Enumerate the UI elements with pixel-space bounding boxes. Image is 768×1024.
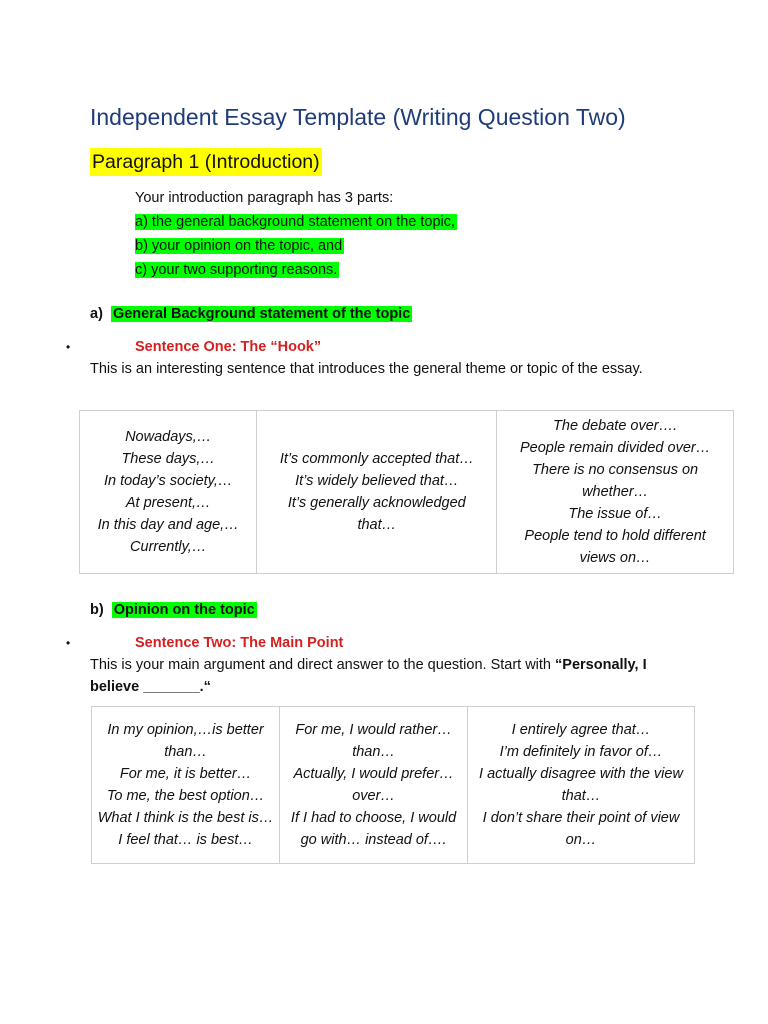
hook-column-3 [497, 411, 734, 574]
section-b-label: Opinion on the topic [113, 602, 255, 618]
opinion-phrase: Actually, I would prefer… over… [293, 766, 454, 804]
opinion-column-3 [467, 707, 694, 864]
hook-phrase: Nowadays,… [125, 429, 212, 445]
intro-lead: Your introduction paragraph has 3 parts: [135, 190, 394, 206]
opinion-phrase: I entirely agree that… [511, 722, 651, 738]
opinion-phrase: In my opinion,…is better than… [107, 722, 264, 760]
hook-phrase: These days,… [121, 451, 215, 467]
hook-phrase: At present,… [125, 495, 211, 511]
hook-phrase: The issue of… [568, 506, 662, 522]
opinion-phrase: I don’t share their point of view on… [482, 810, 680, 848]
intro-part-b: b) your opinion on the topic, and [135, 238, 343, 254]
opinion-column-2 [280, 707, 468, 864]
sentence-one-description: This is an interesting sentence that introduces the general theme or topic of the essay. [90, 361, 643, 377]
section-b-heading [90, 599, 257, 621]
hook-phrase: It’s generally acknowledged that… [287, 495, 466, 533]
intro-block [135, 186, 457, 282]
opinion-phrase: I feel that… is best… [118, 832, 253, 848]
opinion-phrases-table [91, 706, 695, 864]
section-b-letter: b) [90, 602, 104, 618]
hook-phrase: In this day and age,… [97, 517, 239, 533]
hook-phrase: People tend to hold different views on… [524, 528, 706, 566]
section-a-heading [90, 303, 412, 325]
intro-part-c: c) your two supporting reasons. [135, 262, 338, 278]
opinion-phrase: For me, I would rather… than… [295, 722, 452, 760]
bullet-icon: • [66, 340, 71, 354]
opinion-phrase: I actually disagree with the view that… [479, 766, 683, 804]
document-title: Independent Essay Template (Writing Question Two) [90, 104, 626, 130]
opinion-phrase: For me, it is better… [119, 766, 252, 782]
hook-column-1 [80, 411, 257, 574]
hook-phrases-table [79, 410, 734, 574]
bullet-icon: • [66, 636, 71, 650]
opinion-phrase: I’m definitely in favor of… [499, 744, 663, 760]
opinion-column-1 [92, 707, 280, 864]
section-a-letter: a) [90, 306, 103, 322]
hook-phrase: In today’s society,… [103, 473, 233, 489]
sentence-two-heading: Sentence Two: The Main Point [135, 635, 344, 651]
hook-phrase: It’s widely believed that… [295, 473, 459, 489]
intro-part-a: a) the general background statement on the topic, [135, 214, 456, 230]
section-a-label: General Background statement of the topic [112, 306, 411, 322]
hook-phrase: The debate over…. [553, 418, 678, 434]
hook-phrase: It’s commonly accepted that… [279, 451, 474, 467]
hook-phrase: Currently,… [130, 539, 207, 555]
hook-phrase: People remain divided over… [520, 440, 711, 456]
opinion-phrase: If I had to choose, I would go with… instead of…. [290, 810, 457, 848]
opinion-phrase: To me, the best option… [106, 788, 265, 804]
description-text: This is your main argument and direct answer to the question. Start with [90, 657, 556, 673]
sentence-one-heading: Sentence One: The “Hook” [135, 339, 322, 355]
sentence-two-description [90, 654, 690, 698]
description-quote: “Personally, I believe _______.“ [90, 657, 647, 695]
opinion-phrase: What I think is the best is… [97, 810, 274, 826]
hook-column-2 [257, 411, 497, 574]
hook-phrase: There is no consensus on whether… [532, 462, 699, 500]
paragraph-heading: Paragraph 1 (Introduction) [90, 148, 322, 176]
